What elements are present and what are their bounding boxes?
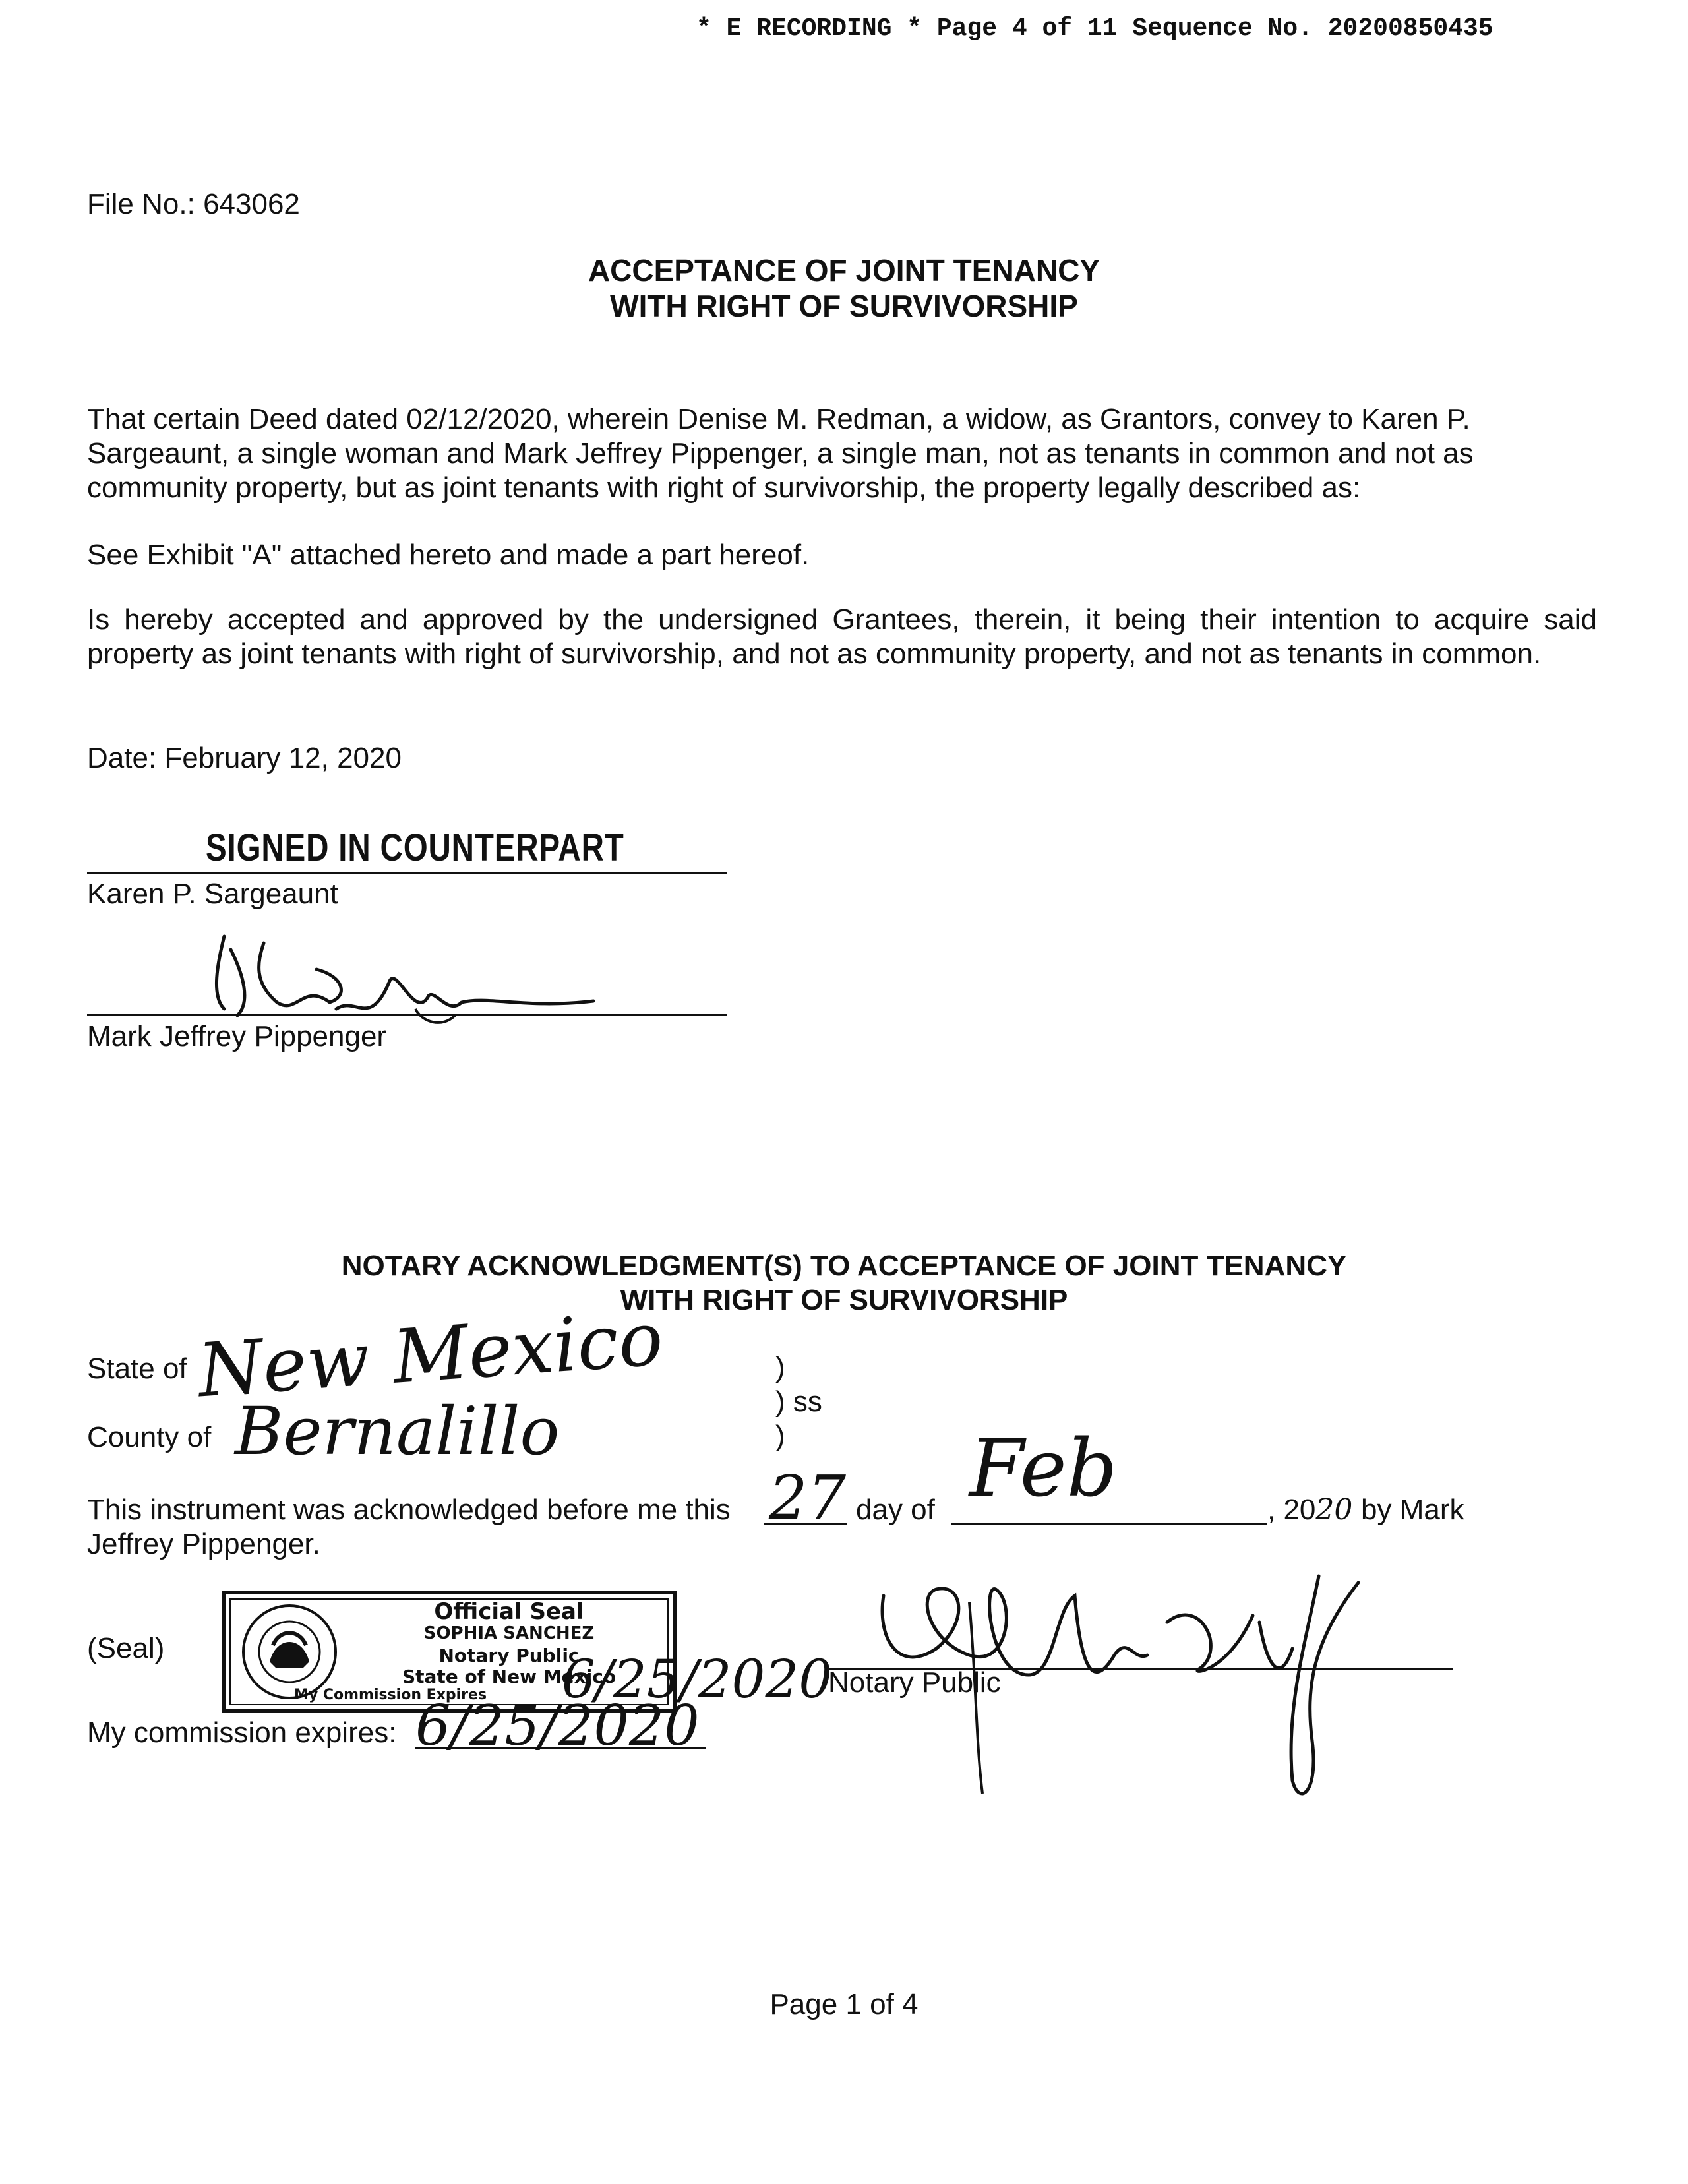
date-label: Date: [87, 742, 157, 774]
commission-expires-handwritten: 6/25/2020 [415, 1693, 700, 1758]
ack-text-part4: by Mark [1361, 1494, 1464, 1526]
signer-1-name: Karen P. Sargeaunt [87, 878, 338, 910]
seal-line-state: State of New Mexico [402, 1666, 617, 1687]
ack-text-part3 [1267, 1492, 1352, 1529]
page-number: Page 1 of 4 [769, 1988, 919, 2020]
document-title-line2: WITH RIGHT OF SURVIVORSHIP [610, 289, 1078, 323]
month-blank [951, 1523, 1267, 1525]
venue-paren-1: ) [775, 1351, 785, 1383]
year-handwritten: 20 [1315, 1493, 1353, 1527]
ack-text-part1: This instrument was acknowledged before me this [87, 1494, 731, 1526]
county-handwritten: Bernalillo [235, 1393, 560, 1470]
file-number-value: 643062 [203, 188, 300, 220]
date-value: February 12, 2020 [164, 742, 402, 774]
ack-text-part2: day of [856, 1494, 935, 1526]
seal-line-name: SOPHIA SANCHEZ [423, 1623, 595, 1643]
document-title-line1: ACCEPTANCE OF JOINT TENANCY [588, 253, 1100, 288]
day-handwritten: 27 [769, 1463, 847, 1533]
state-handwritten: New Mexico [195, 1296, 666, 1414]
signature-line-2 [87, 1014, 727, 1016]
ack-text-line2: Jeffrey Pippenger. [87, 1528, 320, 1560]
state-label: State of [87, 1352, 187, 1385]
seal-line-notary: Notary Public [438, 1645, 580, 1666]
notary-public-label: Notary Public [828, 1666, 1001, 1699]
notary-title-line1: NOTARY ACKNOWLEDGMENT(S) TO ACCEPTANCE OF JOINT TENANCY [341, 1250, 1347, 1282]
seal-label: (Seal) [87, 1632, 165, 1664]
venue-paren-3: ) [775, 1420, 785, 1452]
acceptance-paragraph: Is hereby accepted and approved by the undersigned Grantees, therein, it being their intention to acquire said property as joint tenants with right of survivorship, and not as community property, and not as tenants in common. [87, 603, 1597, 670]
deed-paragraph: That certain Deed dated 02/12/2020, wherein Denise M. Redman, a widow, as Grantors, convey to Karen P. Sargeaunt, a single woman and Mark Jeffrey Pippenger, a single man, not as tenants in common and not as community property, but as joint tenants with right of survivorship, the property legally described as: [87, 403, 1474, 504]
county-label: County of [87, 1421, 212, 1453]
month-handwritten: Feb [969, 1423, 1118, 1515]
seal-handwritten-date: 6/25/2020 [562, 1649, 833, 1710]
venue-paren-ss: ) ss [775, 1385, 822, 1418]
seal-line-commission: My Commission Expires [293, 1687, 487, 1703]
year-prefix: , 20 [1267, 1494, 1316, 1526]
signer-2-name: Mark Jeffrey Pippenger [87, 1020, 387, 1052]
signature-line-1 [87, 872, 727, 874]
exhibit-paragraph: See Exhibit "A" attached hereto and made a part hereof. [87, 539, 810, 571]
recording-header: * E RECORDING * Page 4 of 11 Sequence No. 20200850435 [696, 15, 1493, 43]
seal-line-official: Official Seal [434, 1598, 584, 1625]
commission-expires-label: My commission expires: [87, 1716, 397, 1749]
file-number-label: File No.: [87, 188, 195, 220]
signed-in-counterpart-stamp: SIGNED IN COUNTERPART [206, 826, 624, 869]
notary-title-line2: WITH RIGHT OF SURVIVORSHIP [620, 1284, 1068, 1316]
date-line [87, 740, 402, 777]
file-number [87, 186, 300, 223]
